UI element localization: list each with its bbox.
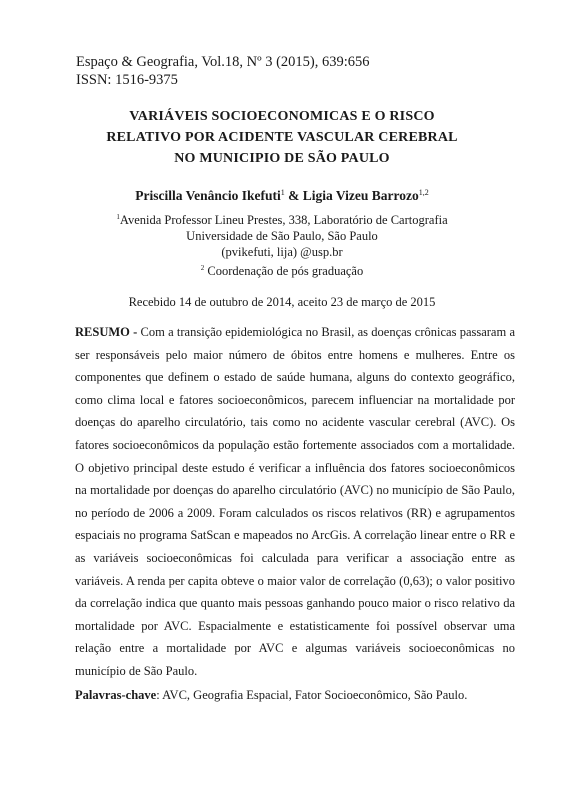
affiliation-emails: (pvikefuti, lija) @usp.br [221,245,343,259]
keywords-label: Palavras-chave [75,688,157,702]
abstract-label: RESUMO - [75,325,138,339]
author-1-affiliation-mark: 1 [280,188,285,197]
title-line-1: VARIÁVEIS SOCIOECONOMICAS E O RISCO [129,109,435,124]
journal-citation: Espaço & Geografia, Vol.18, Nº 3 (2015), 639:656 [76,54,370,70]
keywords-line [75,688,515,703]
keywords-text: : AVC, Geografia Espacial, Fator Socioeconômico, São Paulo. [156,688,468,702]
abstract-paragraph [75,321,515,683]
affiliation-line-1: Avenida Professor Lineu Prestes, 338, Laboratório de Cartografia [119,213,448,227]
author-2-affiliation-mark: 1,2 [418,188,429,197]
title-line-2: RELATIVO POR ACIDENTE VASCULAR CEREBRAL [106,130,458,145]
journal-header [76,53,370,89]
affiliation-mark-1: 1 [116,213,120,221]
affiliation-coordination [60,264,504,279]
author-list [60,184,504,205]
journal-issn: ISSN: 1516-9375 [76,72,178,88]
title-line-3: NO MUNICIPIO DE SÃO PAULO [174,151,390,166]
paper-title [60,106,504,169]
affiliation-address [60,209,504,228]
author-separator: & [284,188,303,203]
affiliation-block [60,209,504,260]
abstract-text: Com a transição epidemiológica no Brasil, as doenças crônicas passaram a ser responsáveis pelo maior número de óbitos entre homens e mulheres. Entre os componentes que definem o estado de saúde humana, alguns do contexto geográfico, como clima local e fatores socioeconômicos, parecem influenciar na mortalidade por doenças do aparelho circulatório, tais como no acidente vascular cerebral (AVC). Os fatores socioeconômicos da população estão fortemente associados com a mortalidade. O objetivo principal deste estudo é verificar a influência dos fatores socioeconômicos na mortalidade por doenças do aparelho circulatório (AVC) no município de São Paulo, no período de 2006 a 2009. Foram calculados os riscos relativos (RR) e agrupamentos espaciais no programa SatScan e mapeados no ArcGis. A correlação linear entre o RR e as variáveis socioeconômicas foi calculada para verificar a associação entre as variáveis. A renda per capita obteve o maior valor de correlação (0,63); o valor positivo da correlação indica que quanto mais pessoas ganhando pouco maior o risco relativo da mortalidade por AVC. Espacialmente e estatisticamente foi possível observar uma relação entre a mortalidade por AVC e algumas variáveis socioeconômicas no município de São Paulo. [75,325,516,678]
author-2-name: Ligia Vizeu Barrozo [302,188,419,203]
affiliation-line-2: Universidade de São Paulo, São Paulo [186,229,378,243]
author-1-name: Priscilla Venâncio Ikefuti [135,188,281,203]
affiliation-mark-2: 2 [200,264,205,272]
received-dates: Recebido 14 de outubro de 2014, aceito 23 de março de 2015 [128,295,436,309]
coordination-text: Coordenação de pós graduação [204,264,364,278]
